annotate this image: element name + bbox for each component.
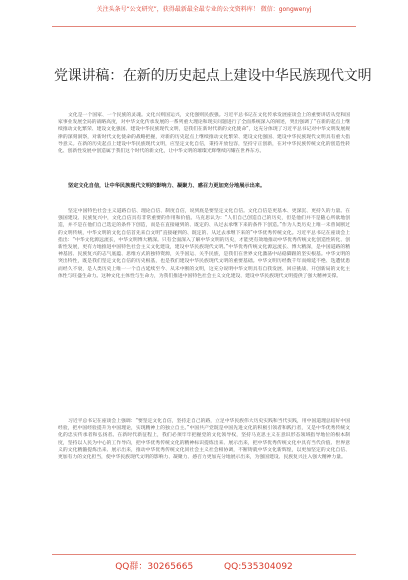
section-body xyxy=(58,208,350,404)
qq-group-text: QQ群：30265665 xyxy=(115,562,194,572)
closing-paragraph: 习近平总书记在座谈会上强调：“要坚定文化自信，坚持走自己的路，立足中华民族伟大历史实践和当代实践，用中国道理总结好中国经验，把中国经验提升为中国理论，实现精神上的独立自主。”中国共产党既是中国先进文化的积极引领者和践行者，又是中华优秀传统文化的忠实传承者和弘扬者。在新时代新征程上，我们必须牢牢把握党的文化领导权，坚持马克思主义在意识形态领域指导地位的根本制度，坚持以人民为中心的工作导向，把中华优秀传统文化的精神标识提炼出来、展示出来，把中华优秀传统文化中具有当代价值、世界意义的文化精髓提炼出来、展示出来，推动中华优秀传统文化同社会主义社会相协调，不断铸就中华文化新辉煌，以更加坚定的文化自信、更加有力的文化担当，使中华民族现代文明的影响力、凝聚力、感召力更加充分地展示出来，为强国建设、民族复兴注入强大精神力量。 xyxy=(58,419,350,461)
closing-section xyxy=(58,418,350,546)
footer-divider xyxy=(52,554,356,555)
header-divider xyxy=(52,26,356,27)
article-title: 党课讲稿：在新的历史起点上建设中华民族现代文明 xyxy=(54,68,372,84)
section-heading: 坚定文化自信，让中华民族现代文明的影响力、凝聚力、感召力更加充分地展示出来。 xyxy=(68,183,266,189)
intro-paragraph: 文化是一个国家、一个民族的灵魂。文化兴则国运兴，文化强则民族强。习近平总书记在文化传承发展座谈会上的重要讲话从党和国家事业发展全局的战略高度，对中华文化传承发展的一系列重大理论和现实问题进行了全面系统深入的阐述，突出强调了“在新的起点上继续推动文化繁荣、建设文化强国、建设中华民族现代文明，是我们在新时代新的文化使命”，这充分体现了习近平总书记对中华文明发展规律的深刻洞察，对新时代文化使命的战略把握，对新的历史起点上继续推动文化繁荣、建设文化强国、建设中华民族现代文明具有重大指导意义。在新的历史起点上建设中华民族现代文明，应坚定文化自信，秉持开放包容，坚持守正创新，在对中华民族传统文化的创造性转化、创新性发展中创造属于我们这个时代的新文化，让中华文明的璀璨光辉继续闪耀在世界东方。 xyxy=(58,113,350,155)
qq-contact-text: QQ:535304092 xyxy=(224,562,293,572)
body-paragraph: 坚定中国特色社会主义道路自信、理论自信、制度自信，说到底是要坚定文化自信。文化自信是更基本、更深沉、更持久的力量。在强国建设、民族复兴中，文化自信具有非常重要的作用和价值。马克思认为：“人们自己创造自己的历史，但是他们并不是随心所欲地创造，并不是在他们自己选定的条件下创造，而是在直接碰到的、既定的、从过去承继下来的条件下创造。”作为人类历史上唯一未曾间断过的文明传统，中华文明的文化自信首先来自文明“直接碰到的、既定的、从过去承继下来的”中华优秀传统文化。习近平总书记在座谈会上指出：“中华文化源远流长，中华文明博大精深。只有全面深入了解中华文明的历史，才能更有效地推动中华优秀传统文化创造性转化、创新性发展，更有力地推进中国特色社会主义文化建设，建设中华民族现代文明。”中华优秀传统文化源远流长、博大精深，是中国道路的精神基因、民族复兴的志气底蕴、思维方式的独特资源，关乎国运、关乎民族，是我们在世界文化激荡中站稳脚跟的坚实根基。中华文明的突出特性，既是我们坚定文化自信的历史根基，也是我们建设中华民族现代文明的重要基础。中华文明历经数千年而绵延不绝、迭遭忧患而经久不衰，是人类历史上唯一一个自古延续至今、从未中断的文明，这充分说明中华文明具有自我发展、回应挑战、开创新局的文化主体性与旺盛生命力。这种文化主体性与生命力，为我们推进中国特色社会主义文化建设、建设中华民族现代文明提供了强大精神支撑。 xyxy=(58,209,350,279)
page-footer xyxy=(0,558,408,576)
promo-banner: 关注头条号“公文研究”，获得最新最全最专业的公文资料库！ 微信：gongwenyj xyxy=(96,6,312,13)
